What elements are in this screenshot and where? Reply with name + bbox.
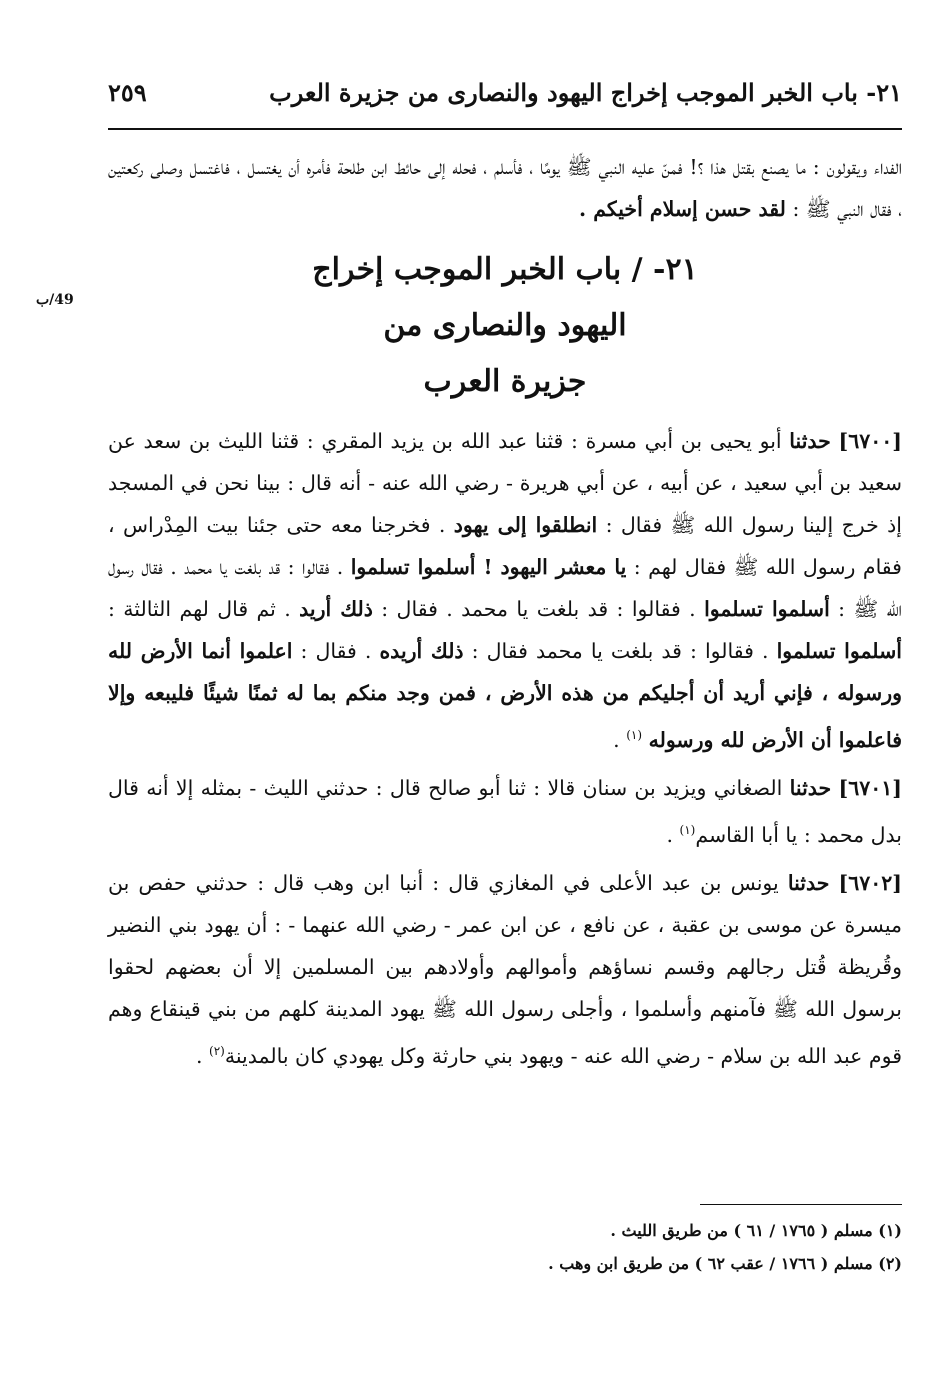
- section-title-line-2: اليهود والنصارى من: [383, 308, 627, 343]
- main-text: [108, 146, 902, 1082]
- hadith-end: .: [666, 822, 673, 847]
- hadith-end: .: [195, 1043, 203, 1068]
- hadith-lead: حدثنا: [789, 775, 832, 800]
- hadith-number: [٦٧٠٢]: [838, 870, 902, 895]
- hadith-lead: حدثنا: [787, 870, 830, 895]
- hadith-text: . فخرجنا معه حتى جئنا بيت المِدْراس ، فقام رسول الله ﷺ فقال لهم :: [108, 513, 902, 579]
- hadith-6702: [108, 862, 902, 1077]
- intro-quote: لقد حسن إسلام أخيكم .: [578, 197, 786, 221]
- hadith-quote: ذلك أريد: [299, 597, 373, 621]
- manuscript-folio-ref: 49/ب: [36, 292, 74, 308]
- hadith-text: يونس بن عبد الأعلى في المغازي قال : أنبا ابن وهب قال : حدثني حفص بن ميسرة عن موسى بن عقبة ، عن نافع ، عن ابن عمر - رضي الله عنهما - : أن يهود بني النضير وقُريظة قُتل رجالهم وقسم نساؤهم وأموالهم وأولادهم بين المسلمين إلا أن بعضهم لحقوا برسول الله ﷺ فآمنهم وأسلموا ، وأجلى رسول الله ﷺ يهود المدينة كلهم من بني قينقاع وهم قوم عبد الله بن سلام - رضي الله عنه - ويهود بني حارثة وكل يهودي كان بالمدينة: [108, 870, 902, 1068]
- hadith-quote: اعلموا أنما الأرض لله ورسوله ، فإني أريد أن أجليكم من هذه الأرض ، فمن وجد منكم بما له ثمنًا شيئًا فليبعه وإلا فاعلموا أن الأرض لله ورسوله: [108, 639, 902, 752]
- footnote-1: (١) مسلم ( ١٧٦٥ / ٦١ ) من طريق الليث .: [610, 1221, 902, 1240]
- hadith-text: . فقالوا : قد بلغت يا محمد . فقال رسول الله ﷺ :: [108, 555, 902, 621]
- hadith-lead: حدثنا: [789, 429, 831, 453]
- hadith-number: [٦٧٠٠]: [838, 429, 902, 453]
- hadith-quote: أسلموا تسلموا: [704, 597, 830, 621]
- page-number: ٢٥٩: [108, 78, 147, 107]
- hadith-text: . فقالوا : قد بلغت يا محمد فقال :: [471, 639, 769, 663]
- hadith-6700: [108, 420, 902, 761]
- intro-text: الفداء ويقولون : ما يصنع بقتل هذا ؟! فمنّ عليه النبي ﷺ يومًا ، فأسلم ، فحله إلى حائط ابن طلحة فأمره أن يغتسل ، فاغتسل وصلى ركعتين ، فقال النبي ﷺ :: [108, 155, 902, 221]
- footnote-rule: [700, 1204, 902, 1205]
- hadith-text: . فقالوا : قد بلغت يا محمد . فقال :: [381, 597, 696, 621]
- running-header: [108, 78, 902, 107]
- hadith-text: الصغاني ويزيد بن سنان قالا : ثنا أبو صالح قال : حدثني الليث - بمثله إلا أنه قال بدل محمد : يا أبا القاسم: [108, 775, 902, 847]
- hadith-quote: يا معشر اليهود ! أسلموا تسلموا: [350, 555, 627, 579]
- hadith-quote: أسلموا تسلموا: [776, 639, 902, 663]
- section-title-line-1: ٢١- / باب الخبر الموجب إخراج: [312, 252, 698, 287]
- hadith-quote: انطلقوا إلى يهود: [453, 513, 598, 537]
- section-title-line-3: جزيرة العرب: [423, 364, 587, 399]
- intro-paragraph: [108, 146, 902, 230]
- footnote-marker: (١): [679, 822, 696, 837]
- footnote-2: (٢) مسلم ( ١٧٦٦ / عقب ٦٢ ) من طريق ابن وهب .: [548, 1254, 902, 1273]
- footnote-marker: (١): [626, 728, 643, 742]
- section-title: [108, 242, 902, 410]
- hadith-number: [٦٧٠١]: [838, 775, 902, 800]
- chapter-title: ٢١- باب الخبر الموجب إخراج اليهود والنصارى من جزيرة العرب: [269, 78, 902, 107]
- footnotes: [108, 1214, 902, 1280]
- hadith-6701: [108, 767, 902, 856]
- hadith-end: .: [613, 727, 620, 752]
- hadith-text: . ثم قال لهم الثالثة :: [108, 597, 291, 621]
- hadith-text: أبو يحيى بن أبي مسرة : قثنا عبد الله بن يزيد المقري : قثنا الليث بن سعد عن سعيد بن أبي سعيد ، عن أبيه ، عن أبي هريرة - رضي الله عنه - أنه قال : بينا نحن في المسجد إذ خرج إلينا رسول الله ﷺ فقال :: [108, 429, 902, 537]
- hadith-quote: ذلك أريده: [379, 639, 464, 663]
- footnote-marker: (٢): [209, 1043, 225, 1058]
- header-rule: [108, 128, 902, 130]
- hadith-text: . فقال :: [300, 639, 372, 663]
